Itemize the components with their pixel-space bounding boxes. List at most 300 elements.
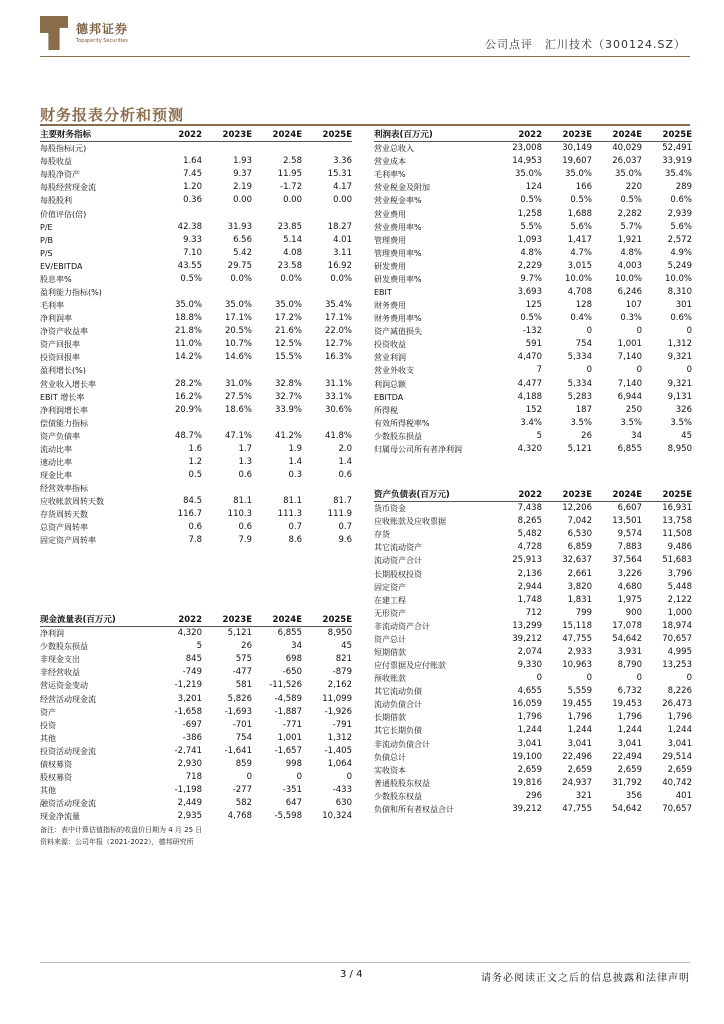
row-value: 5,249 [667, 260, 692, 271]
column-header-year: 2023E [222, 129, 252, 140]
row-label: 净利润 [40, 629, 64, 639]
row-value: 15.31 [327, 169, 352, 180]
table-row [40, 719, 352, 732]
row-value: -1,641 [224, 745, 252, 756]
table-row [40, 364, 352, 377]
row-value: 26,037 [612, 156, 642, 167]
row-value: 5.6% [570, 221, 592, 232]
row-label: 其它流动资产 [374, 543, 422, 553]
row-value: 5,121 [227, 628, 252, 639]
row-label: 普通股股东权益 [374, 778, 430, 788]
row-value: 20.5% [224, 326, 252, 337]
row-value: 4,320 [177, 628, 202, 639]
row-value: 0 [636, 365, 642, 376]
row-value: 13,253 [662, 660, 692, 671]
table-row [374, 777, 692, 790]
row-value: 16.2% [174, 391, 202, 402]
row-value: 17,078 [612, 620, 642, 631]
row-value: 54,642 [612, 803, 642, 814]
row-value: 2,122 [667, 594, 692, 605]
row-value: 5.6% [670, 221, 692, 232]
table-row [374, 247, 692, 260]
row-value: 47.1% [224, 430, 252, 441]
row-value: 5.14 [283, 234, 302, 245]
row-label: 流动负债合计 [374, 700, 422, 710]
row-value: 4,477 [517, 378, 542, 389]
row-value: 3.5% [570, 417, 592, 428]
row-label: 负债和所有者权益合计 [374, 804, 454, 814]
row-value: 35.0% [274, 300, 302, 311]
row-value: 718 [185, 771, 202, 782]
row-label: 投资 [40, 720, 56, 730]
row-value: 8,265 [517, 516, 542, 527]
row-value: 754 [575, 339, 592, 350]
row-value: 70,657 [662, 803, 692, 814]
row-value: 23.85 [277, 221, 302, 232]
row-value: 9,330 [517, 660, 542, 671]
row-value: 107 [625, 300, 642, 311]
row-value: 2.0 [338, 443, 352, 454]
row-value: 128 [575, 300, 592, 311]
column-header-year: 2025E [322, 614, 352, 625]
row-value: 6,732 [617, 686, 642, 697]
column-header-year: 2023E [562, 129, 592, 140]
row-value: 19,100 [512, 751, 542, 762]
row-value: 8.6 [288, 535, 302, 546]
row-value: 0.5% [520, 195, 542, 206]
table-row [40, 299, 352, 312]
row-value: 630 [335, 798, 352, 809]
table-row [374, 417, 692, 430]
row-value: 18,974 [662, 620, 692, 631]
row-value: 7.9 [238, 535, 252, 546]
row-label: 营业总收入 [374, 144, 414, 154]
row-value: 16,059 [512, 699, 542, 710]
row-label: 净利润率 [40, 314, 72, 324]
row-value: -433 [332, 785, 352, 796]
table-row [40, 168, 352, 181]
table-row [374, 594, 692, 607]
row-value: 111.3 [277, 509, 302, 520]
row-value: 1,921 [617, 234, 642, 245]
table-row [40, 286, 352, 299]
row-value: 10,963 [562, 660, 592, 671]
row-value: 84.5 [183, 496, 202, 507]
table-row [40, 443, 352, 456]
row-label: 货币资金 [374, 504, 406, 514]
table-row [374, 685, 692, 698]
row-value: 5 [536, 430, 542, 441]
row-value: -11,526 [269, 680, 302, 691]
row-value: 40,029 [612, 143, 642, 154]
row-value: 1,796 [667, 712, 692, 723]
row-value: 0 [536, 673, 542, 684]
row-label: 资产总计 [374, 634, 406, 644]
row-value: 15,118 [562, 620, 592, 631]
table-row [374, 312, 692, 325]
row-value: 712 [525, 607, 542, 618]
row-value: 8,310 [667, 286, 692, 297]
row-label: 净利润增长率 [40, 405, 88, 415]
row-value: 5 [196, 641, 202, 652]
row-value: 2,659 [517, 764, 542, 775]
row-value: 20.9% [174, 404, 202, 415]
row-value: 14.2% [174, 352, 202, 363]
row-value: 9.37 [233, 169, 252, 180]
row-value: 16.3% [324, 352, 352, 363]
row-value: 12,206 [562, 503, 592, 514]
table-row [374, 607, 692, 620]
row-value: 1,001 [617, 339, 642, 350]
table-row [374, 698, 692, 711]
column-header-year: 2022 [518, 129, 542, 140]
table-row [374, 646, 692, 659]
row-value: 19,455 [562, 699, 592, 710]
table-row [40, 653, 352, 666]
row-value: 51,683 [662, 555, 692, 566]
row-value: 16,931 [662, 503, 692, 514]
row-value: 37,564 [612, 555, 642, 566]
brand-name-en: Topsperity Securities [76, 38, 128, 44]
income-statement-table [374, 129, 692, 456]
row-value: 32,637 [562, 555, 592, 566]
row-value: 0.0% [280, 273, 302, 284]
row-label: 有效所得税率% [374, 418, 430, 428]
row-value: 0 [346, 771, 352, 782]
indicators-table [40, 129, 352, 548]
row-value: 124 [525, 182, 542, 193]
row-value: 7 [536, 365, 542, 376]
table-row [40, 325, 352, 338]
row-label: 营业收入增长率 [40, 379, 96, 389]
row-value: 1.64 [183, 156, 202, 167]
table-row [40, 234, 352, 247]
row-label: 债权募资 [40, 759, 72, 769]
row-label: 非现金支出 [40, 655, 80, 665]
row-label: 投资回报率 [40, 353, 80, 363]
page-header [40, 12, 690, 58]
row-value: 6,607 [617, 503, 642, 514]
row-value: 0.5% [180, 273, 202, 284]
table-row [374, 325, 692, 338]
row-value: 1.9 [288, 443, 302, 454]
row-value: 2,944 [517, 581, 542, 592]
table-row [374, 168, 692, 181]
row-value: 35.4% [324, 300, 352, 311]
row-value: -771 [282, 719, 302, 730]
row-value: 2,939 [667, 208, 692, 219]
row-value: 1,688 [567, 208, 592, 219]
table-row [374, 567, 692, 580]
row-value: 326 [675, 404, 692, 415]
row-value: 23.58 [277, 260, 302, 271]
row-value: 17.1% [224, 313, 252, 324]
row-label: EBIT 增长率 [40, 392, 85, 402]
column-header-year: 2024E [272, 129, 302, 140]
table-row [374, 724, 692, 737]
row-value: 3,015 [567, 260, 592, 271]
row-value: 0 [586, 673, 592, 684]
row-value: 3,041 [517, 738, 542, 749]
row-label: 总资产周转率 [40, 523, 88, 533]
row-value: 8,950 [667, 443, 692, 454]
row-value: 9,486 [667, 542, 692, 553]
row-value: 52,491 [662, 143, 692, 154]
row-value: 0.36 [183, 195, 202, 206]
row-value: 250 [625, 404, 642, 415]
row-label: 营运资金变动 [40, 681, 88, 691]
row-value: 35.0% [174, 300, 202, 311]
table-row [374, 659, 692, 672]
row-label: 管理费用率% [374, 248, 422, 258]
table-row [40, 456, 352, 469]
row-value: 4.9% [670, 247, 692, 258]
table-row [40, 784, 352, 797]
column-header-year: 2022 [518, 489, 542, 500]
row-value: 582 [235, 798, 252, 809]
row-label: 非流动资产合计 [374, 621, 430, 631]
row-label: 每股股利 [40, 196, 72, 206]
row-value: 10.0% [564, 273, 592, 284]
row-value: 3.11 [333, 247, 352, 258]
row-value: 2,659 [567, 764, 592, 775]
row-value: 1,312 [667, 339, 692, 350]
row-value: 22,496 [562, 751, 592, 762]
row-value: 7.10 [183, 247, 202, 258]
row-value: 8,790 [617, 660, 642, 671]
row-value: 152 [525, 404, 542, 415]
row-label: 财务费用率% [374, 314, 422, 324]
row-value: 35.0% [514, 169, 542, 180]
row-value: 10.0% [614, 273, 642, 284]
row-value: 6.56 [233, 234, 252, 245]
row-value: 0 [686, 365, 692, 376]
row-value: 289 [675, 182, 692, 193]
row-value: -1,657 [274, 745, 302, 756]
table-row [40, 771, 352, 784]
row-label: 少数股东权益 [374, 791, 422, 801]
row-value: 0 [686, 673, 692, 684]
row-value: 5,559 [567, 686, 592, 697]
row-value: -2,741 [174, 745, 202, 756]
row-label: 每股收益 [40, 157, 72, 167]
row-value: 26 [581, 430, 592, 441]
row-label: 现金净流量 [40, 812, 80, 822]
row-label: 股息率% [40, 274, 72, 284]
row-label: 少数股东损益 [40, 642, 88, 652]
row-value: 321 [575, 790, 592, 801]
row-value: 5.5% [520, 221, 542, 232]
row-value: 7.45 [183, 169, 202, 180]
row-value: 1,001 [277, 732, 302, 743]
table-row [40, 745, 352, 758]
row-value: 0.0% [230, 273, 252, 284]
table-row [40, 247, 352, 260]
row-label: 资产减值损失 [374, 327, 422, 337]
row-value: 32.8% [274, 378, 302, 389]
row-value: 26 [241, 641, 252, 652]
table-row [374, 633, 692, 646]
row-value: 1,244 [517, 725, 542, 736]
row-value: 698 [285, 654, 302, 665]
row-value: 9,321 [667, 378, 692, 389]
row-value: 41.8% [324, 430, 352, 441]
row-value: 11,099 [322, 693, 352, 704]
row-value: 9,131 [667, 391, 692, 402]
row-label: 少数股东损益 [374, 431, 422, 441]
row-value: -1,887 [274, 706, 302, 717]
table-row [40, 194, 352, 207]
row-label: 应收帐款周转天数 [40, 497, 104, 507]
table-row [374, 502, 692, 515]
row-value: -1,219 [174, 680, 202, 691]
row-value: 821 [335, 654, 352, 665]
table-row [40, 221, 352, 234]
row-value: 1,064 [327, 758, 352, 769]
row-value: 1.20 [183, 182, 202, 193]
table-row [374, 581, 692, 594]
row-value: 28.2% [174, 378, 202, 389]
row-value: 0.00 [233, 195, 252, 206]
row-value: 10.0% [664, 273, 692, 284]
row-value: 7.8 [188, 535, 202, 546]
row-value: 13,758 [662, 516, 692, 527]
row-label: 在建工程 [374, 595, 406, 605]
table-row [374, 391, 692, 404]
row-value: 1,312 [327, 732, 352, 743]
table-row [40, 273, 352, 286]
row-value: 0.4% [570, 313, 592, 324]
table-header [40, 129, 352, 142]
row-value: 6,944 [617, 391, 642, 402]
row-value: 4,320 [517, 443, 542, 454]
row-label: 速动比率 [40, 457, 72, 467]
table-row [374, 764, 692, 777]
row-value: 1,093 [517, 234, 542, 245]
row-value: 998 [285, 758, 302, 769]
row-value: 12.5% [274, 339, 302, 350]
table-row [374, 286, 692, 299]
row-value: 5.42 [233, 247, 252, 258]
row-value: 9,574 [617, 529, 642, 540]
row-label: 利润总额 [374, 379, 406, 389]
row-label: 价值评估(倍) [40, 209, 87, 219]
row-label: P/S [40, 248, 53, 258]
table-row [40, 338, 352, 351]
row-value: 116.7 [177, 509, 202, 520]
table-row [374, 554, 692, 567]
row-value: 3.4% [520, 417, 542, 428]
row-label: 长期借款 [374, 713, 406, 723]
table-row [374, 515, 692, 528]
note-valuation-date: 备注：表中计算估值指标的收盘价日期为 4 月 25 日 [40, 826, 203, 834]
table-row [374, 803, 692, 816]
row-value: 13,299 [512, 620, 542, 631]
table-row [374, 430, 692, 443]
row-value: 22.0% [324, 326, 352, 337]
row-value: 3,820 [567, 581, 592, 592]
row-value: -749 [182, 667, 202, 678]
row-value: 2.19 [233, 182, 252, 193]
row-value: 18.8% [174, 313, 202, 324]
row-value: 166 [575, 182, 592, 193]
row-label: P/E [40, 222, 53, 232]
table-row [40, 706, 352, 719]
table-row [374, 273, 692, 286]
row-value: 5,334 [567, 378, 592, 389]
table-row [40, 758, 352, 771]
row-value: -132 [522, 326, 542, 337]
table-row [40, 640, 352, 653]
row-value: 581 [235, 680, 252, 691]
row-label: 净资产收益率 [40, 327, 88, 337]
row-value: 6,246 [617, 286, 642, 297]
row-label: 资产回报率 [40, 340, 80, 350]
table-row [40, 797, 352, 810]
table-row [374, 260, 692, 273]
row-value: 2,659 [617, 764, 642, 775]
row-label: 研发费用 [374, 261, 406, 271]
brand-name: 德邦证券 [76, 22, 129, 36]
row-value: 39,212 [512, 803, 542, 814]
row-value: 4,708 [567, 286, 592, 297]
row-value: 2,282 [617, 208, 642, 219]
row-value: -1,658 [174, 706, 202, 717]
disclaimer: 请务必阅读正文之后的信息披露和法律声明 [481, 973, 690, 984]
row-value: 33,919 [662, 156, 692, 167]
row-value: 33.1% [324, 391, 352, 402]
row-value: 1.93 [233, 156, 252, 167]
row-value: 3,041 [667, 738, 692, 749]
row-label: 营业利润 [374, 353, 406, 363]
row-value: 14.6% [224, 352, 252, 363]
table-row [40, 666, 352, 679]
table-row [40, 692, 352, 705]
row-value: 35.0% [614, 169, 642, 180]
row-value: 18.6% [224, 404, 252, 415]
page-number: 3 / 4 [340, 969, 363, 980]
row-value: 4.8% [620, 247, 642, 258]
row-value: 859 [235, 758, 252, 769]
row-value: 0.6% [670, 195, 692, 206]
row-label: 投资活动现金流 [40, 746, 96, 756]
table-row [40, 312, 352, 325]
row-label: 研发费用率% [374, 274, 422, 284]
row-value: 48.7% [174, 430, 202, 441]
column-header-year: 2022 [178, 129, 202, 140]
row-label: 融资活动现金流 [40, 799, 96, 809]
row-value: 1,796 [517, 712, 542, 723]
row-value: 356 [625, 790, 642, 801]
row-value: 29.75 [227, 260, 252, 271]
row-label: 每股经营现金流 [40, 183, 96, 193]
row-value: 9.7% [520, 273, 542, 284]
row-label: 营业外收支 [374, 366, 414, 376]
table-row [374, 541, 692, 554]
table-row [40, 207, 352, 220]
row-value: 1,244 [617, 725, 642, 736]
row-label: 经营效率指标 [40, 484, 88, 494]
row-value: 4,003 [617, 260, 642, 271]
row-label: 投资收益 [374, 340, 406, 350]
row-label: 每股指标(元) [40, 144, 87, 154]
row-label: 非经营收益 [40, 668, 80, 678]
row-label: 其它长期负债 [374, 726, 422, 736]
row-value: 10,324 [322, 811, 352, 822]
row-value: 24,937 [562, 777, 592, 788]
row-value: 47,755 [562, 803, 592, 814]
table-row [374, 364, 692, 377]
